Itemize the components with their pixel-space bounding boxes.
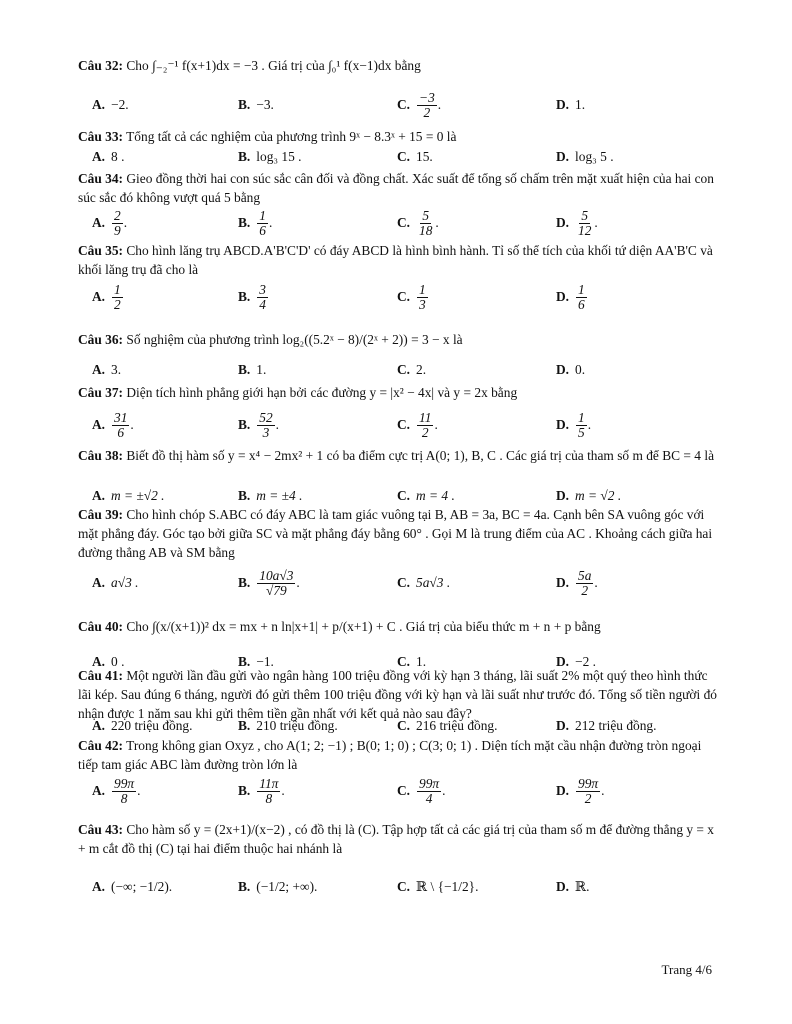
option-a: A. $\frac{2}{9}$ . (92, 207, 128, 238)
option-c: C. 15. (397, 149, 433, 164)
question-stem: Tổng tất cả các nghiệm của phương trình 9ˣ − 8.3ˣ + 15 = 0 là (126, 129, 457, 144)
option-b: B. −1. (238, 654, 274, 669)
options-39 (92, 566, 712, 600)
option-d: D. m = √2 . (556, 488, 622, 503)
option-d: D. $\frac{1}{6}$ (556, 281, 585, 312)
option-a: A. 3. (92, 362, 122, 377)
option-c: C. $\frac{99\pi}{4}$ . (397, 775, 446, 806)
option-c: C. ℝ \ {−1/2}. (397, 879, 479, 894)
option-a: A. $\frac{1}{2}$ (92, 281, 121, 312)
question-37 (78, 383, 718, 402)
option-c: C. $\frac{11}{2}$ . (397, 409, 438, 440)
option-d: D. −2 . (556, 654, 596, 669)
question-label: Câu 39: (78, 507, 124, 522)
question-35 (78, 241, 718, 279)
question-stem: Diện tích hình phẳng giới hạn bởi các đường y = |x² − 4x| và y = 2x bằng (126, 385, 518, 400)
options-42 (92, 774, 712, 808)
option-c: C. $\frac{1}{3}$ (397, 281, 426, 312)
option-d: D. $\frac{99\pi}{2}$ . (556, 775, 605, 806)
question-stem: Số nghiệm của phương trình log₂((5.2ˣ − 8)/(2ˣ + 2)) = 3 − x là (126, 332, 463, 347)
option-c: C. 1. (397, 654, 427, 669)
question-stem: Cho ∫₋₂⁻¹ f(x+1)dx = −3 . Giá trị của ∫₀¹ f(x−1)dx bằng (126, 58, 421, 73)
option-d: D. ℝ. (556, 879, 590, 894)
question-label: Câu 38: (78, 448, 124, 463)
question-stem: Một người lần đầu gửi vào ngân hàng 100 triệu đồng với kỳ hạn 3 tháng, lãi suất 2% một quý theo hình thức lãi kép. Sau đúng 6 tháng, người đó gửi thêm 100 triệu đồng với kỳ hạn và lãi suất như trước đó. Tổng số tiền người đó nhận được 1 năm sau khi gửi thêm tiền gần nhất với kết quả nào sau đây? (78, 668, 717, 721)
option-a: A. $\frac{99\pi}{8}$ . (92, 775, 141, 806)
option-d: D. $\frac{5a}{2}$ . (556, 567, 598, 598)
question-stem: Cho hàm số y = (2x+1)/(x−2) , có đồ thị là (C). Tập hợp tất cả các giá trị của tham số m để đường thẳng y = x + m cắt đồ thị (C) tại hai điểm thuộc hai nhánh là (78, 822, 714, 856)
option-b: B. −3. (238, 97, 274, 112)
question-38 (78, 446, 718, 465)
question-stem: Trong không gian Oxyz , cho A(1; 2; −1) ; B(0; 1; 0) ; C(3; 0; 1) . Diện tích mặt cầu nhận đường tròn ngoại tiếp tam giác ABC làm đường tròn lớn là (78, 738, 702, 772)
question-39 (78, 505, 718, 562)
options-34 (92, 206, 712, 240)
option-a: A. a√3 . (92, 575, 139, 590)
question-32 (78, 56, 718, 75)
option-d: D. $\frac{1}{5}$ . (556, 409, 592, 440)
option-b: B. $\frac{11\pi}{8}$ . (238, 775, 285, 806)
question-label: Câu 43: (78, 822, 124, 837)
options-35 (92, 280, 712, 314)
options-43 (92, 870, 712, 904)
option-b: B. m = ±4 . (238, 488, 303, 503)
option-c: C. $\frac{5}{18}$ . (397, 207, 439, 238)
question-label: Câu 33: (78, 129, 124, 144)
options-36 (92, 353, 712, 387)
option-a: A. 0 . (92, 654, 125, 669)
page-number: Trang 4/6 (661, 962, 712, 977)
question-36 (78, 330, 718, 349)
question-label: Câu 37: (78, 385, 124, 400)
option-b: B. $\frac{10a√3}{√79}$ . (238, 567, 300, 598)
options-37 (92, 408, 712, 442)
option-d: D. 0. (556, 362, 586, 377)
question-42 (78, 736, 718, 774)
question-stem: Cho hình chóp S.ABC có đáy ABC là tam giác vuông tại B, AB = 3a, BC = 4a. Cạnh bên SA vuông góc với mặt phẳng đáy. Góc tạo bởi giữa SC và mặt phẳng đáy bằng 60° . Gọi M là trung điểm của AC . Khoảng cách giữa hai đường thẳng AB và SM bằng (78, 507, 713, 560)
question-stem: Cho hình lăng trụ ABCD.A'B'C'D' có đáy ABCD là hình bình hành. Tỉ số thể tích của khối tứ diện AA'B'C và khối lăng trụ đã cho là (78, 243, 713, 277)
option-b: B. 210 triệu đồng. (238, 718, 338, 733)
option-d: D. log₃ 5 . (556, 149, 614, 164)
option-b: B. (−1/2; +∞). (238, 879, 318, 894)
option-b: B. $\frac{1}{6}$ . (238, 207, 273, 238)
option-a: A. $\frac{31}{6}$ . (92, 409, 134, 440)
question-43 (78, 820, 718, 858)
question-34 (78, 169, 718, 207)
option-c: C. $\frac{-3}{2}$ . (397, 89, 442, 120)
option-c: C. 2. (397, 362, 427, 377)
question-label: Câu 36: (78, 332, 124, 347)
option-d: D. $\frac{5}{12}$ . (556, 207, 598, 238)
option-a: A. (−∞; −1/2). (92, 879, 173, 894)
option-a: A. 220 triệu đồng. (92, 718, 193, 733)
option-b: B. $\frac{3}{4}$ (238, 281, 266, 312)
option-c: C. 5a√3 . (397, 575, 451, 590)
question-stem: Biết đồ thị hàm số y = x⁴ − 2mx² + 1 có ba điểm cực trị A(0; 1), B, C . Các giá trị của tham số m để BC = 4 là (126, 448, 715, 463)
option-b: B. $\frac{52}{3}$ . (238, 409, 280, 440)
question-stem: Cho ∫(x/(x+1))² dx = mx + n ln|x+1| + p/(x+1) + C . Giá trị của biểu thức m + n + p bằng (126, 619, 601, 634)
question-label: Câu 40: (78, 619, 124, 634)
question-label: Câu 32: (78, 58, 124, 73)
question-40 (78, 617, 718, 636)
option-b: B. log₃ 15 . (238, 149, 302, 164)
question-label: Câu 34: (78, 171, 124, 186)
option-d: D. 1. (556, 97, 586, 112)
option-c: C. 216 triệu đồng. (397, 718, 498, 733)
option-d: D. 212 triệu đồng. (556, 718, 657, 733)
option-b: B. 1. (238, 362, 267, 377)
question-label: Câu 42: (78, 738, 124, 753)
option-c: C. m = 4 . (397, 488, 455, 503)
question-label: Câu 35: (78, 243, 124, 258)
option-a: A. 8 . (92, 149, 125, 164)
question-label: Câu 41: (78, 668, 124, 683)
option-a: A. −2. (92, 97, 129, 112)
option-a: A. m = ±√2 . (92, 488, 165, 503)
options-32 (92, 88, 712, 122)
question-stem: Gieo đồng thời hai con súc sắc cân đối và đồng chất. Xác suất để tổng số chấm trên mặt xuất hiện của hai con súc sắc đó không vượt quá 5 bằng (78, 171, 714, 205)
